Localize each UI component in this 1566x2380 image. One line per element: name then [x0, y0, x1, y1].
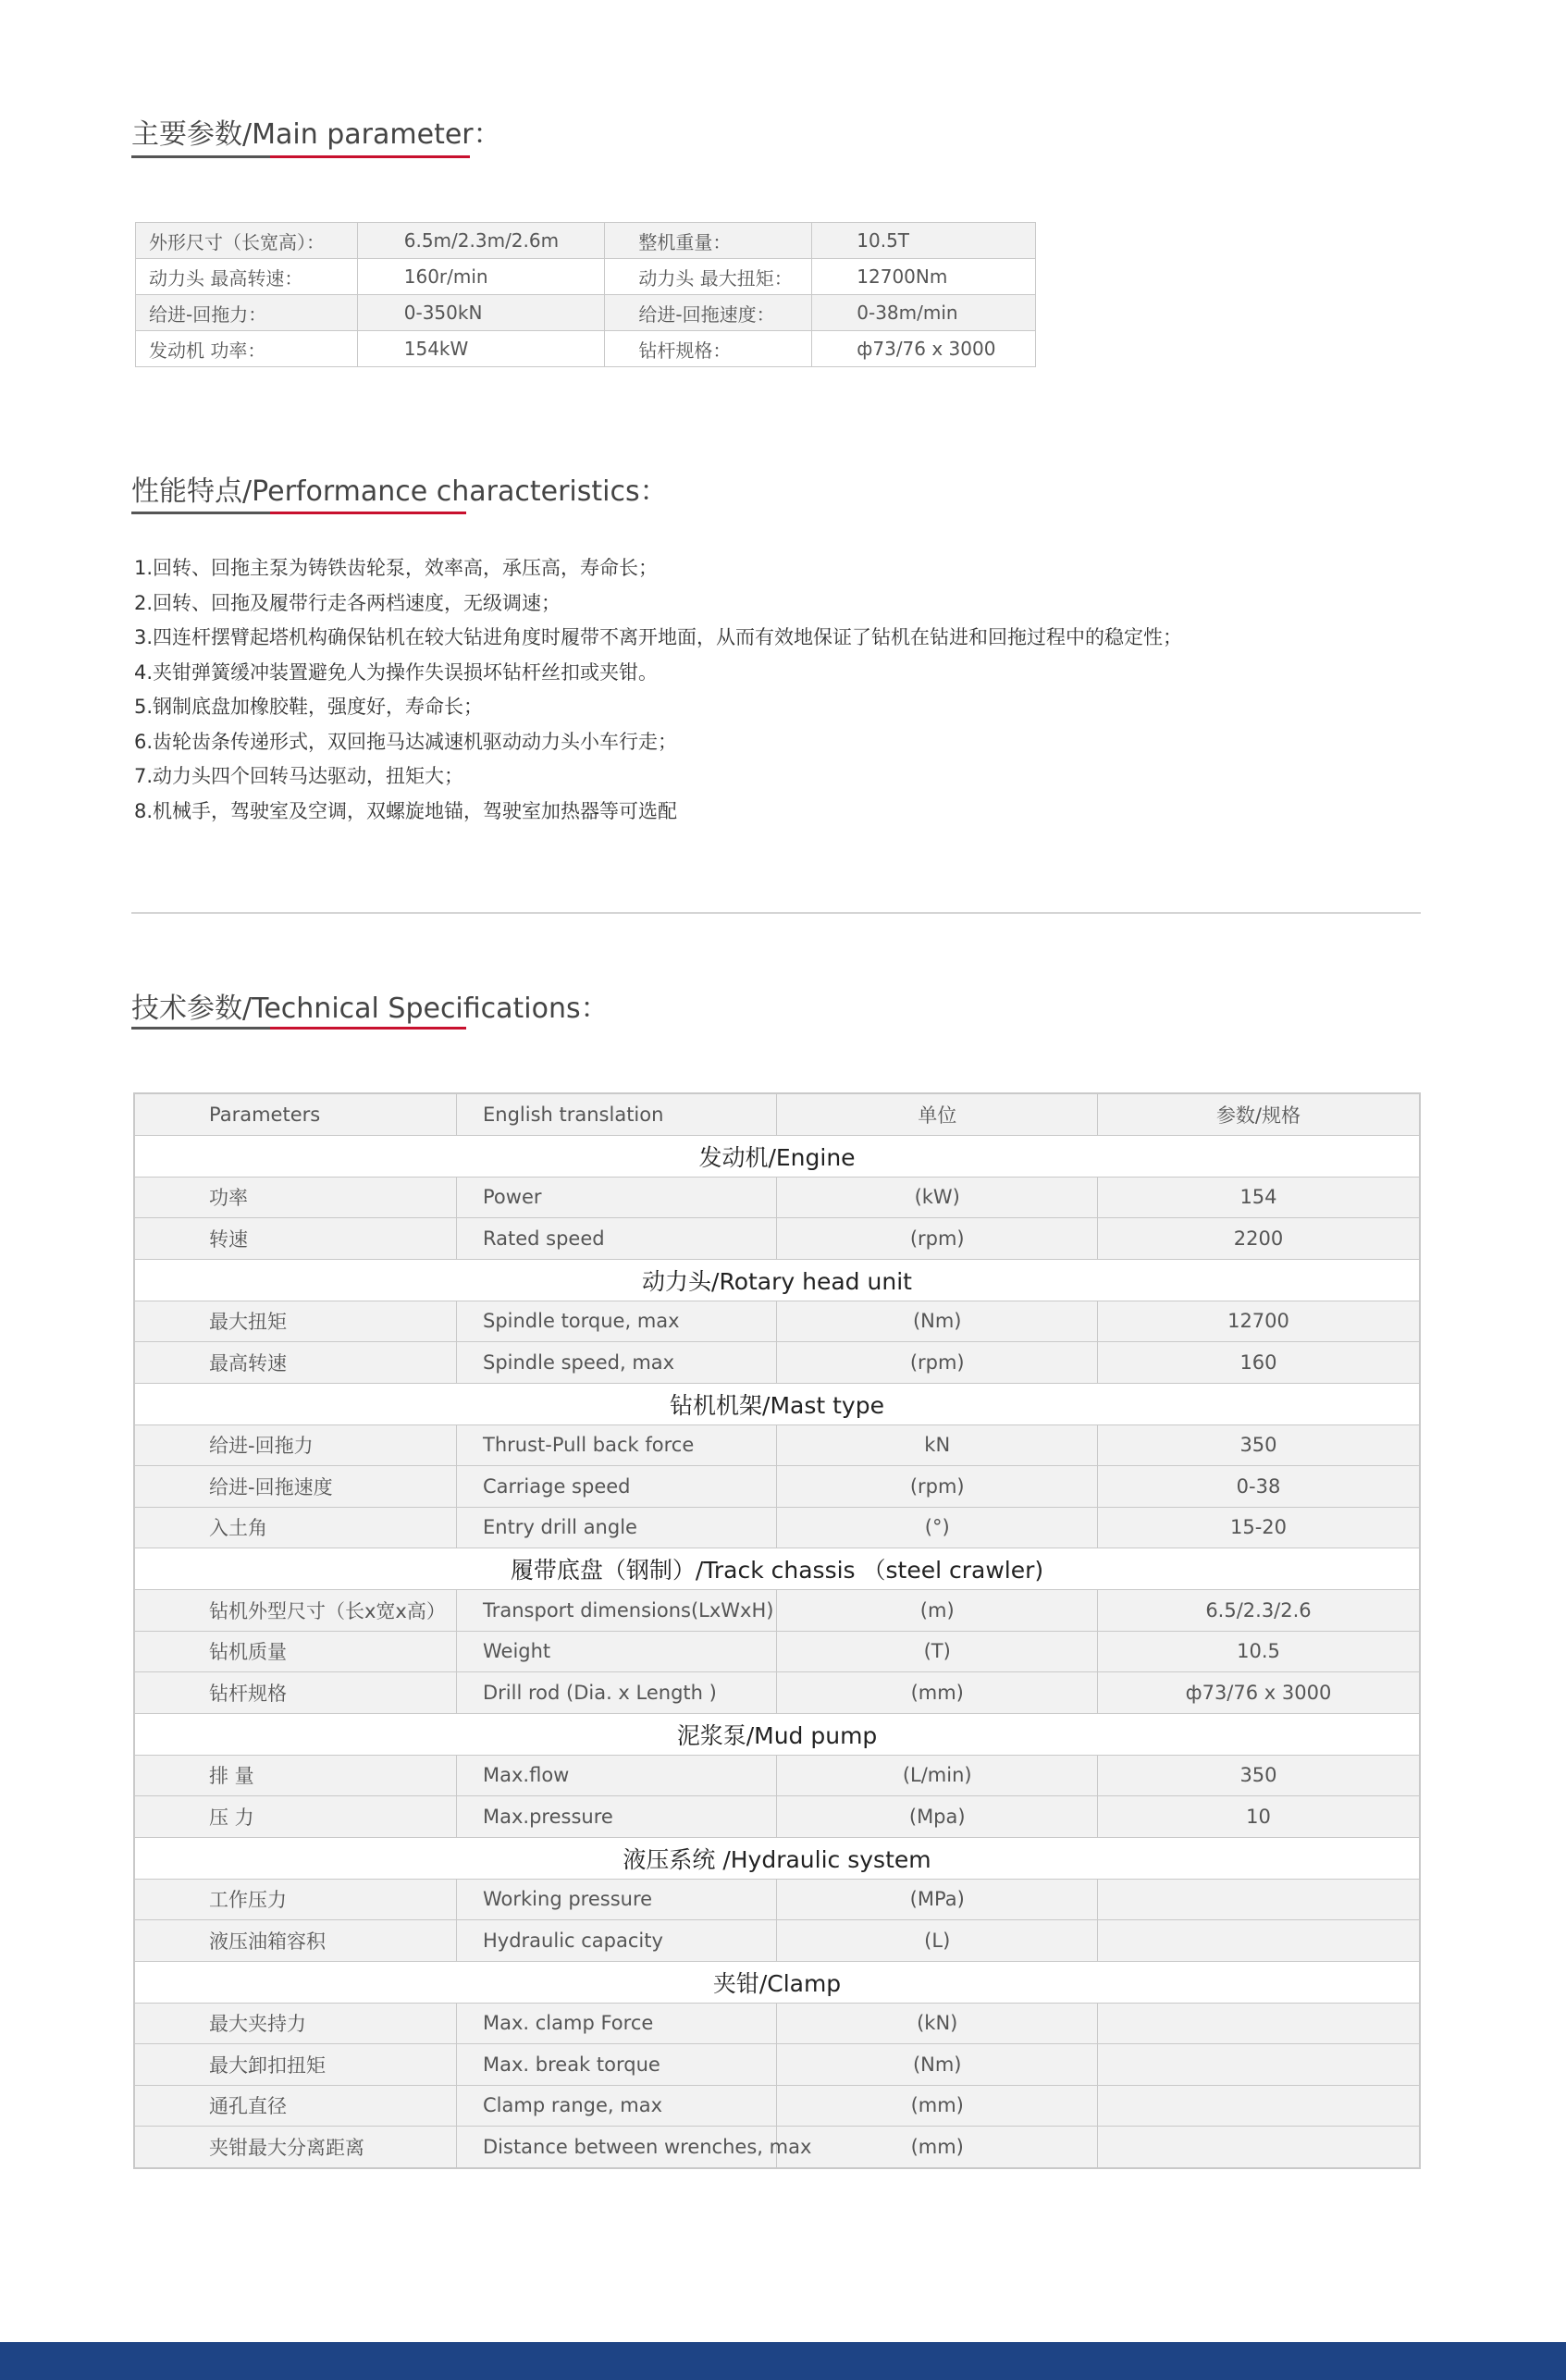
spec-header-cell: 单位 [777, 1093, 1097, 1135]
spec-value: ф73/76 x 3000 [1097, 1672, 1420, 1714]
spec-parameter-en: Carriage speed [457, 1466, 777, 1508]
main-parameter-title: 主要参数/Main parameter： [131, 118, 501, 151]
spec-parameter-en: Thrust-Pull back force [457, 1424, 777, 1466]
spec-parameter-en: Spindle torque, max [457, 1301, 777, 1342]
spec-row [134, 2044, 1420, 2086]
parameter-label: 外形尺寸（长宽高）： [136, 223, 358, 259]
main-parameter-table [135, 222, 1036, 367]
spec-header-row [134, 1093, 1420, 1135]
spec-header-cell: English translation [457, 1093, 777, 1135]
spec-unit: (Nm) [777, 2044, 1097, 2086]
spec-parameter-cn: 最大夹持力 [134, 2003, 457, 2044]
footer-bar [0, 2342, 1566, 2380]
spec-unit: (L/min) [777, 1755, 1097, 1796]
spec-group-title: 泥浆泵/Mud pump [134, 1713, 1420, 1755]
parameter-label: 动力头 最大扭矩： [605, 259, 812, 295]
spec-parameter-en: Drill rod (Dia. x Length ) [457, 1672, 777, 1714]
spec-unit: (T) [777, 1631, 1097, 1672]
spec-unit: kN [777, 1424, 1097, 1466]
spec-unit: (L) [777, 1920, 1097, 1962]
spec-parameter-cn: 最大扭矩 [134, 1301, 457, 1342]
spec-parameter-en: Hydraulic capacity [457, 1920, 777, 1962]
spec-row [134, 1342, 1420, 1384]
spec-parameter-cn: 通孔直径 [134, 2085, 457, 2127]
spec-unit: (°) [777, 1507, 1097, 1548]
spec-header-cell: 参数/规格 [1097, 1093, 1420, 1135]
spec-row [134, 1755, 1420, 1796]
spec-unit: (rpm) [777, 1466, 1097, 1508]
spec-value: 10.5 [1097, 1631, 1420, 1672]
spec-unit: (Nm) [777, 1301, 1097, 1342]
section-divider [131, 912, 1421, 914]
technical-underline [131, 1027, 466, 1030]
spec-parameter-en: Max. break torque [457, 2044, 777, 2086]
spec-parameter-en: Entry drill angle [457, 1507, 777, 1548]
spec-row [134, 1177, 1420, 1218]
spec-parameter-en: Distance between wrenches, max [457, 2127, 777, 2168]
spec-value [1097, 2003, 1420, 2044]
spec-value: 6.5/2.3/2.6 [1097, 1590, 1420, 1632]
spec-parameter-cn: 入土角 [134, 1507, 457, 1548]
spec-header-cell: Parameters [134, 1093, 457, 1135]
performance-list [134, 551, 1182, 829]
parameter-label: 整机重量： [605, 223, 812, 259]
spec-row [134, 1631, 1420, 1672]
spec-parameter-en: Max.pressure [457, 1796, 777, 1838]
spec-row [134, 1218, 1420, 1260]
spec-row [134, 2003, 1420, 2044]
spec-parameter-en: Spindle speed, max [457, 1342, 777, 1384]
spec-row [134, 1466, 1420, 1508]
spec-unit: (kN) [777, 2003, 1097, 2044]
spec-row [134, 1879, 1420, 1920]
spec-value [1097, 1879, 1420, 1920]
spec-parameter-en: Power [457, 1177, 777, 1218]
spec-parameter-cn: 液压油箱容积 [134, 1920, 457, 1962]
parameter-value: 154kW [357, 331, 605, 367]
main-parameter-row [136, 331, 1036, 367]
parameter-value: 160r/min [357, 259, 605, 295]
spec-row [134, 1507, 1420, 1548]
spec-value [1097, 1920, 1420, 1962]
spec-value: 15-20 [1097, 1507, 1420, 1548]
spec-value [1097, 2044, 1420, 2086]
spec-value: 0-38 [1097, 1466, 1420, 1508]
main-parameter-row [136, 259, 1036, 295]
spec-group-row [134, 1548, 1420, 1590]
parameter-label: 发动机 功率： [136, 331, 358, 367]
spec-row [134, 2127, 1420, 2168]
performance-item: 6.齿轮齿条传递形式，双回拖马达减速机驱动动力头小车行走； [134, 730, 678, 753]
spec-group-row [134, 1961, 1420, 2003]
parameter-label: 动力头 最高转速： [136, 259, 358, 295]
parameter-label: 钻杆规格： [605, 331, 812, 367]
spec-parameter-en: Max.flow [457, 1755, 777, 1796]
spec-group-title: 动力头/Rotary head unit [134, 1259, 1420, 1301]
spec-value: 2200 [1097, 1218, 1420, 1260]
spec-group-title: 履带底盘（钢制）/Track chassis （steel crawler) [134, 1548, 1420, 1590]
spec-row [134, 1590, 1420, 1632]
performance-item: 5.钢制底盘加橡胶鞋，强度好，寿命长； [134, 696, 484, 718]
spec-group-title: 夹钳/Clamp [134, 1961, 1420, 2003]
spec-row [134, 2085, 1420, 2127]
spec-value [1097, 2085, 1420, 2127]
spec-unit: (mm) [777, 1672, 1097, 1714]
spec-value [1097, 2127, 1420, 2168]
spec-parameter-en: Weight [457, 1631, 777, 1672]
performance-title: 性能特点/Performance characteristics： [131, 475, 668, 508]
main-parameter-row [136, 223, 1036, 259]
performance-item: 4.夹钳弹簧缓冲装置避免人为操作失误损坏钻杆丝扣或夹钳。 [134, 660, 659, 684]
parameter-value: 0-38m/min [812, 295, 1036, 331]
spec-parameter-en: Transport dimensions(LxWxH) [457, 1590, 777, 1632]
spec-value: 154 [1097, 1177, 1420, 1218]
spec-group-row [134, 1135, 1420, 1177]
spec-parameter-cn: 工作压力 [134, 1879, 457, 1920]
spec-unit: (m) [777, 1590, 1097, 1632]
spec-unit: (kW) [777, 1177, 1097, 1218]
main-parameter-row [136, 295, 1036, 331]
spec-value: 12700 [1097, 1301, 1420, 1342]
technical-title: 技术参数/Technical Specifications： [131, 993, 609, 1025]
performance-underline [131, 512, 466, 514]
spec-parameter-en: Max. clamp Force [457, 2003, 777, 2044]
spec-unit: (rpm) [777, 1342, 1097, 1384]
spec-parameter-cn: 功率 [134, 1177, 457, 1218]
spec-parameter-cn: 夹钳最大分离距离 [134, 2127, 457, 2168]
spec-unit: (mm) [777, 2127, 1097, 2168]
spec-unit: (Mpa) [777, 1796, 1097, 1838]
spec-row [134, 1796, 1420, 1838]
spec-value: 10 [1097, 1796, 1420, 1838]
spec-group-row [134, 1837, 1420, 1879]
spec-row [134, 1672, 1420, 1714]
spec-group-row [134, 1259, 1420, 1301]
spec-parameter-cn: 钻机质量 [134, 1631, 457, 1672]
spec-parameter-cn: 转速 [134, 1218, 457, 1260]
spec-parameter-en: Clamp range, max [457, 2085, 777, 2127]
parameter-label: 给进-回拖力： [136, 295, 358, 331]
parameter-value: 10.5T [812, 223, 1036, 259]
performance-item: 8.机械手，驾驶室及空调，双螺旋地锚，驾驶室加热器等可选配 [134, 799, 678, 822]
spec-parameter-cn: 钻杆规格 [134, 1672, 457, 1714]
technical-spec-table [133, 1092, 1421, 2169]
spec-parameter-cn: 压 力 [134, 1796, 457, 1838]
spec-value: 350 [1097, 1755, 1420, 1796]
spec-value: 160 [1097, 1342, 1420, 1384]
performance-item: 2.回转、回拖及履带行走各两档速度，无级调速； [134, 591, 561, 614]
parameter-value: ф73/76 x 3000 [812, 331, 1036, 367]
spec-parameter-en: Working pressure [457, 1879, 777, 1920]
spec-parameter-cn: 排 量 [134, 1755, 457, 1796]
spec-row [134, 1424, 1420, 1466]
performance-item: 7.动力头四个回转马达驱动，扭矩大； [134, 765, 464, 787]
spec-group-row [134, 1713, 1420, 1755]
spec-parameter-cn: 钻机外型尺寸（长x宽x高） [134, 1590, 457, 1632]
spec-group-title: 发动机/Engine [134, 1135, 1420, 1177]
parameter-value: 0-350kN [357, 295, 605, 331]
spec-unit: (MPa) [777, 1879, 1097, 1920]
main-parameter-underline [131, 155, 470, 158]
spec-parameter-cn: 给进-回拖速度 [134, 1466, 457, 1508]
spec-row [134, 1301, 1420, 1342]
spec-group-row [134, 1383, 1420, 1424]
performance-item: 1.回转、回拖主泵为铸铁齿轮泵，效率高，承压高，寿命长； [134, 557, 659, 579]
spec-parameter-en: Rated speed [457, 1218, 777, 1260]
spec-parameter-cn: 给进-回拖力 [134, 1424, 457, 1466]
spec-group-title: 钻机机架/Mast type [134, 1383, 1420, 1424]
spec-parameter-cn: 最大卸扣扭矩 [134, 2044, 457, 2086]
spec-unit: (mm) [777, 2085, 1097, 2127]
spec-group-title: 液压系统 /Hydraulic system [134, 1837, 1420, 1879]
spec-row [134, 1920, 1420, 1962]
parameter-value: 12700Nm [812, 259, 1036, 295]
spec-value: 350 [1097, 1424, 1420, 1466]
parameter-label: 给进-回拖速度： [605, 295, 812, 331]
spec-parameter-cn: 最高转速 [134, 1342, 457, 1384]
parameter-value: 6.5m/2.3m/2.6m [357, 223, 605, 259]
spec-unit: (rpm) [777, 1218, 1097, 1260]
performance-item: 3.四连杆摆臂起塔机构确保钻机在较大钻进角度时履带不离开地面，从而有效地保证了钻机在钻进和回拖过程中的稳定性； [134, 626, 1183, 648]
